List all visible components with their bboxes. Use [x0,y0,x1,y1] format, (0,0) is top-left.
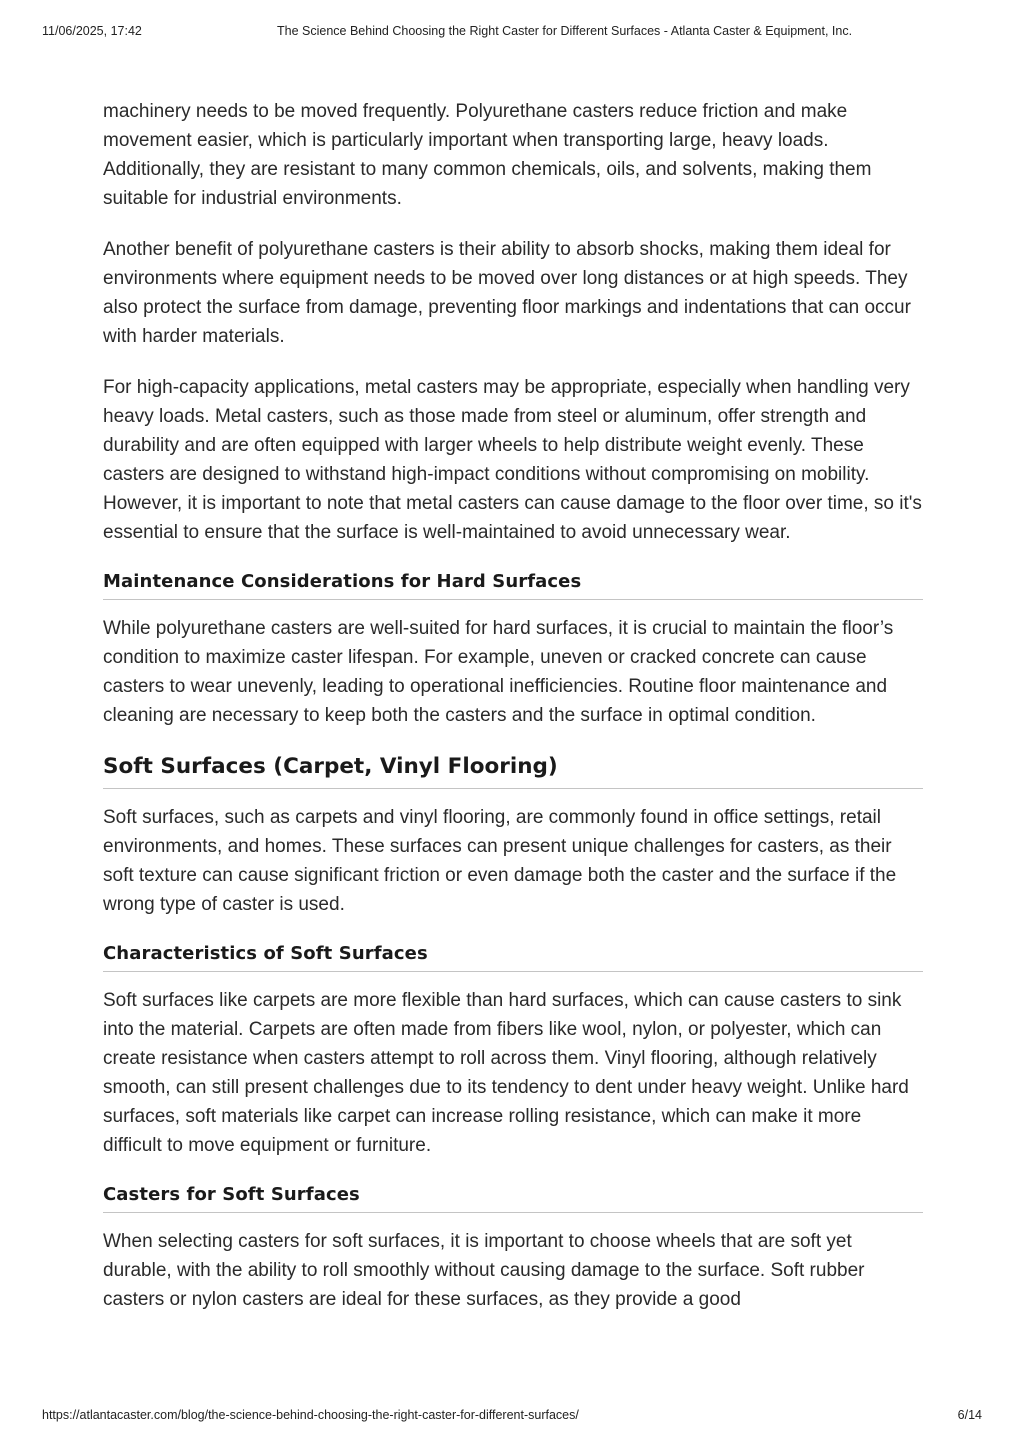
heading-characteristics-soft-surfaces: Characteristics of Soft Surfaces [103,941,923,972]
paragraph-characteristics: Soft surfaces like carpets are more flexible than hard surfaces, which can cause casters to sink into the material. Carpets are often made from fibers like wool, nylon, or polyester, which can create resistance when casters attempt to roll across them. Vinyl flooring, although relatively smooth, can still present challenges due to its tendency to dent under heavy weight. Unlike hard surfaces, soft materials like carpet can increase rolling resistance, which can make it more difficult to move equipment or furniture. [103,990,909,1156]
paragraph-soft-surfaces-intro: Soft surfaces, such as carpets and vinyl flooring, are commonly found in office settings, retail environments, and homes. These surfaces can present unique challenges for casters, as their soft texture can cause significant friction or even damage both the caster and the surface if the wrong type of caster is used. [103,807,897,915]
paragraph-casters-soft: When selecting casters for soft surfaces, it is important to choose wheels that are soft yet durable, with the ability to roll smoothly without causing damage to the surface. Soft rubber casters or nylon casters are ideal for these surfaces, as they provide a good [103,1231,865,1310]
print-datetime: 11/06/2025, 17:42 [42,24,142,38]
heading-maintenance-hard-surfaces: Maintenance Considerations for Hard Surfaces [103,569,923,600]
paragraph-maintenance: While polyurethane casters are well-suited for hard surfaces, it is crucial to maintain the floor’s condition to maximize caster lifespan. For example, uneven or cracked concrete can cause casters to wear unevenly, leading to operational inefficiencies. Routine floor maintenance and cleaning are necessary to keep both the casters and the surface in optimal condition. [103,618,894,726]
paragraph-metal-casters: For high-capacity applications, metal casters may be appropriate, especially when handling very heavy loads. Metal casters, such as those made from steel or aluminum, offer strength and durability and are often equipped with larger wheels to help distribute weight evenly. These casters are designed to withstand high-impact conditions without compromising on mobility. However, it is important to note that metal casters can cause damage to the floor over time, so it's essential to ensure that the surface is well-maintained to avoid unnecessary wear. [103,377,922,543]
paragraph-polyurethane-friction: machinery needs to be moved frequently. Polyurethane casters reduce friction and make movement easier, which is particularly important when transporting large, heavy loads. Additionally, they are resistant to many common chemicals, oils, and solvents, making them suitable for industrial environments. [103,101,872,209]
print-page-url: https://atlantacaster.com/blog/the-science-behind-choosing-the-right-caster-for-different-surfaces/ [42,1408,579,1422]
print-header [0,24,1024,44]
print-page-number: 6/14 [957,1408,982,1422]
heading-soft-surfaces: Soft Surfaces (Carpet, Vinyl Flooring) [103,752,923,789]
paragraph-polyurethane-shock: Another benefit of polyurethane casters is their ability to absorb shocks, making them ideal for environments where equipment needs to be moved over long distances or at high speeds. They also protect the surface from damage, preventing floor markings and indentations that can occur with harder materials. [103,239,911,347]
print-document-title: The Science Behind Choosing the Right Caster for Different Surfaces - Atlanta Caster & Equipment, Inc. [277,24,853,38]
article-body [103,97,923,1336]
print-footer [0,1408,1024,1428]
heading-casters-soft-surfaces: Casters for Soft Surfaces [103,1182,923,1213]
